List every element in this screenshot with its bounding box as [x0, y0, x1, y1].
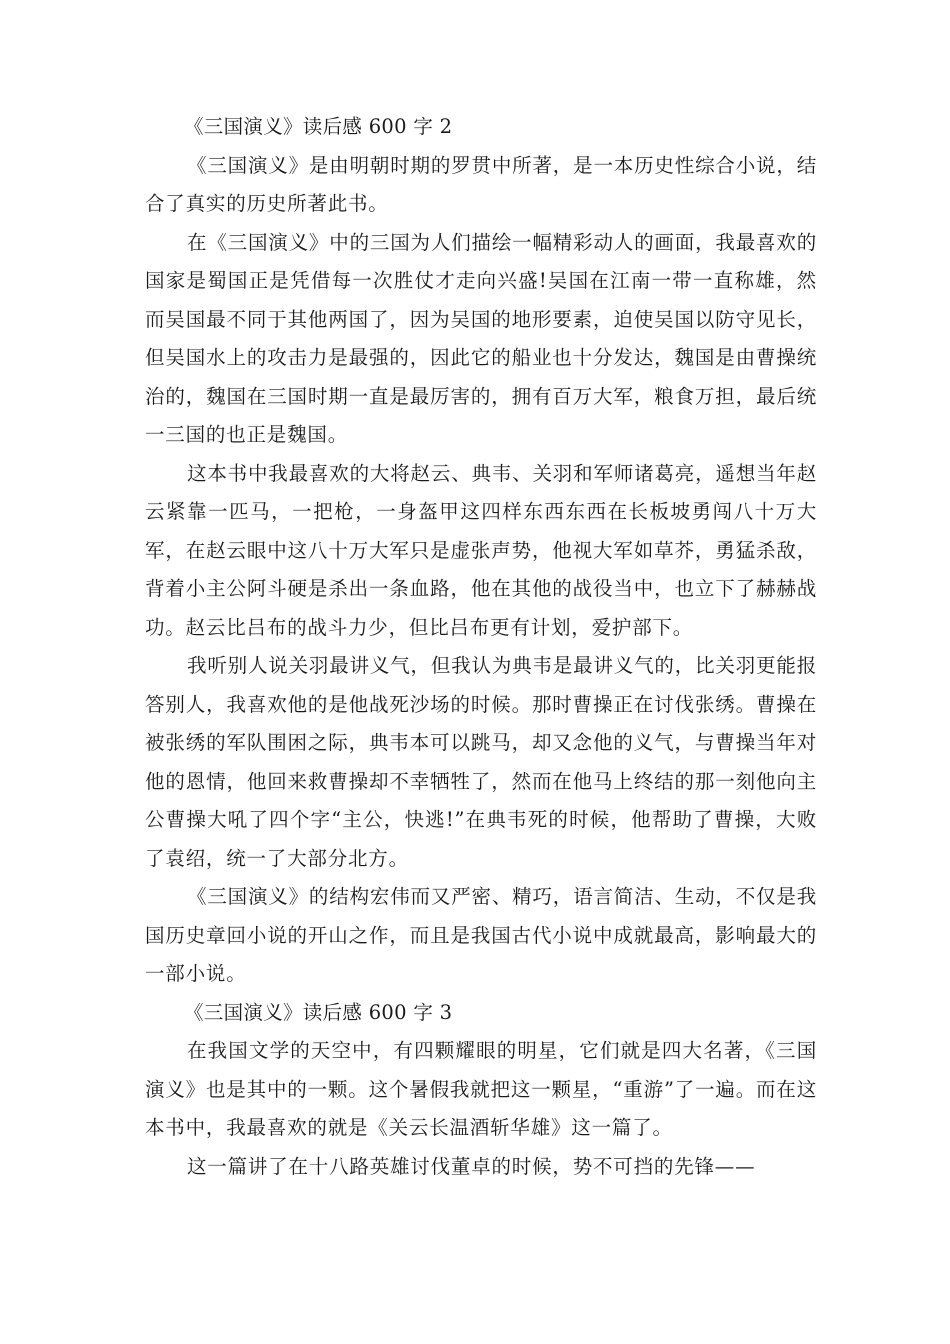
document-body	[145, 108, 817, 1186]
paragraph: 在我国文学的天空中，有四颗耀眼的明星，它们就是四大名著，《三国演义》也是其中的一颗。这个暑假我就把这一颗星，“重游”了一遍。而在这本书中，我最喜欢的就是《关云长温酒斩华雄》这一篇了。	[145, 1039, 817, 1139]
paragraph: 我听别人说关羽最讲义气，但我认为典韦是最讲义气的，比关羽更能报答别人，我喜欢他的是他战死沙场的时候。那时曹操正在讨伐张绣。曹操在被张绣的军队围困之际，典韦本可以跳马，却又念他的义气，与曹操当年对他的恩情，他回来救曹操却不幸牺牲了，然而在他马上终结的那一刻他向主公曹操大吼了四个字“主公，快逃!”在典韦死的时候，他帮助了曹操，大败了袁绍，统一了大部分北方。	[145, 654, 817, 870]
paragraph: 《三国演义》是由明朝时期的罗贯中所著，是一本历史性综合小说，结合了真实的历史所著此书。	[145, 153, 817, 215]
paragraph: 这本书中我最喜欢的大将赵云、典韦、关羽和军师诸葛亮，遥想当年赵云紧靠一匹马，一把枪，一身盔甲这四样东西东西在长板坡勇闯八十万大军，在赵云眼中这八十万大军只是虚张声势，他视大军如草芥，勇猛杀敌，背着小主公阿斗硬是杀出一条血路，他在其他的战役当中，也立下了赫赫战功。赵云比吕布的战斗力少，但比吕布更有计划，爱护部下。	[145, 461, 817, 639]
paragraph: 《三国演义》的结构宏伟而又严密、精巧，语言简洁、生动，不仅是我国历史章回小说的开山之作，而且是我国古代小说中成就最高，影响最大的一部小说。	[145, 885, 817, 985]
section-heading-2: 《三国演义》读后感 600 字 2	[184, 115, 453, 138]
section-heading-3: 《三国演义》读后感 600 字 3	[184, 1000, 453, 1024]
paragraph: 这一篇讲了在十八路英雄讨伐董卓的时候，势不可挡的先锋——	[187, 1154, 756, 1178]
paragraph: 在《三国演义》中的三国为人们描绘一幅精彩动人的画面，我最喜欢的国家是蜀国正是凭借每一次胜仗才走向兴盛!吴国在江南一带一直称雄，然而吴国最不同于其他两国了，因为吴国的地形要素，迫使吴国以防守见长，但吴国水上的攻击力是最强的，因此它的船业也十分发达，魏国是由曹操统治的，魏国在三国时期一直是最厉害的，拥有百万大军，粮食万担，最后统一三国的也正是魏国。	[145, 230, 817, 446]
